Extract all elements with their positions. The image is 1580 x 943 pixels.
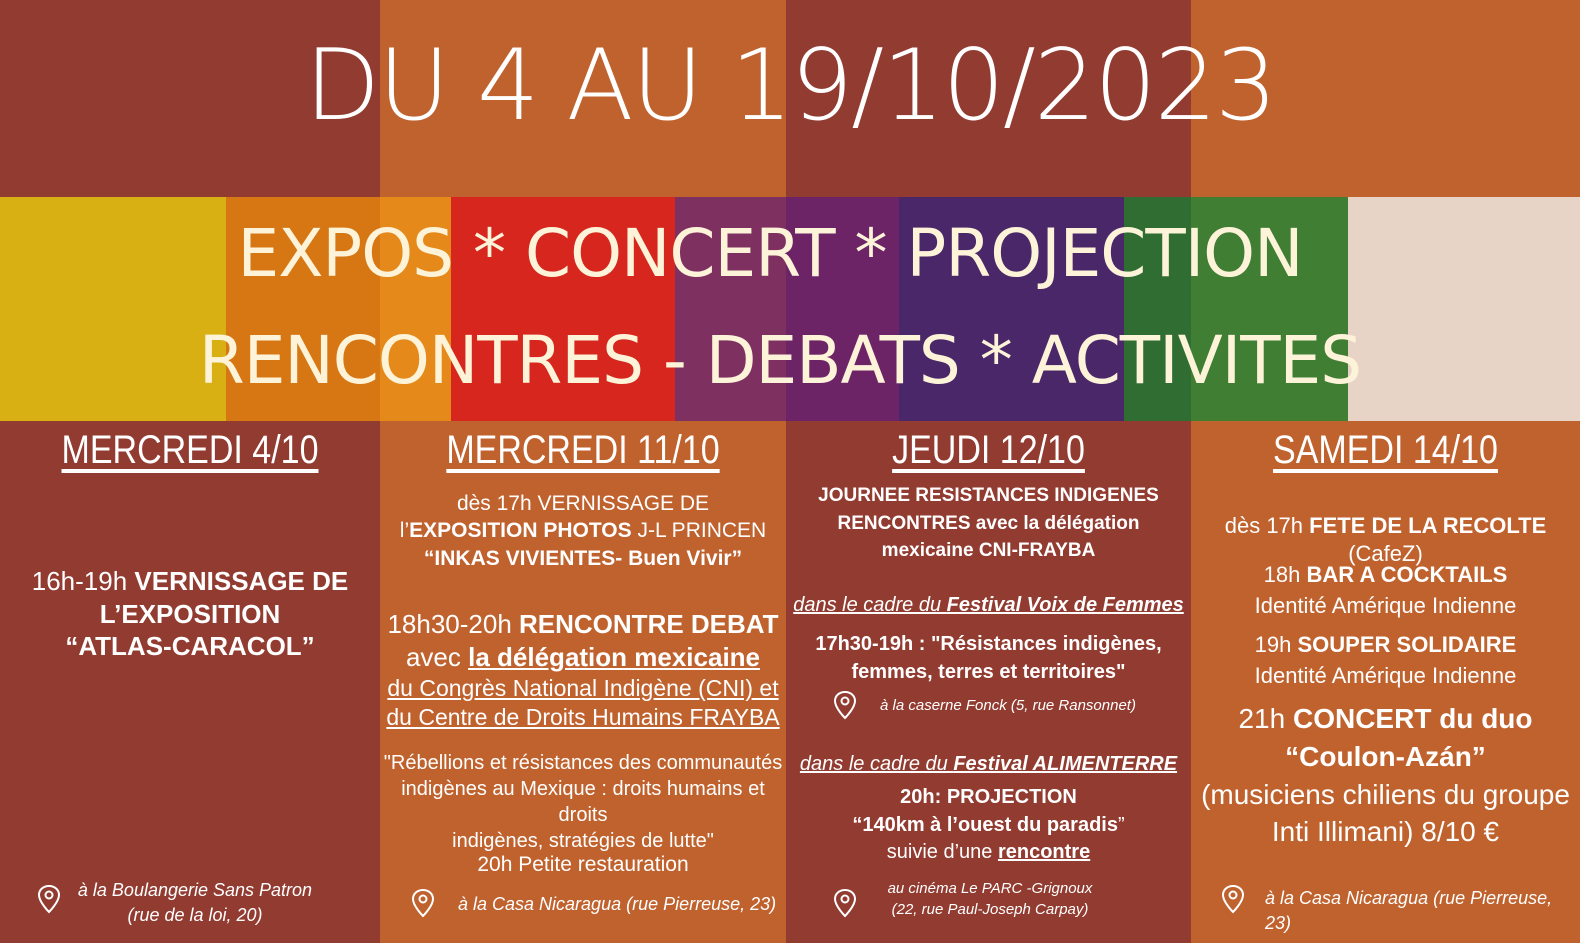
d3-festival-1: [786, 593, 1191, 618]
d4-c2: Identité Amérique Indienne: [1254, 662, 1517, 688]
location-pin-icon: [1220, 884, 1246, 914]
d3-a2: RENCONTRES avec la délégation: [837, 512, 1140, 534]
d4-c1-bold: SOUPER SOLIDAIRE: [1297, 632, 1517, 657]
d4-d1-pre: 21h: [1238, 703, 1293, 734]
d3-f1-pre: dans le cadre du: [793, 594, 947, 616]
d2-location: à la Casa Nicaragua (rue Pierreuse, 23): [458, 894, 777, 914]
d2-c3: indigènes, stratégies de lutte": [452, 830, 714, 852]
d1-event: [0, 565, 380, 663]
d3-f1-talk: [786, 630, 1191, 686]
d3-p2-bold: “140km à l’ouest du paradis: [852, 813, 1118, 836]
d3-location-2: [880, 878, 1100, 920]
d4-concert: [1191, 700, 1580, 851]
d3-f2-pre: dans le cadre du: [799, 753, 954, 775]
d3-loc2a: au cinéma Le PARC -Grignoux: [887, 880, 1093, 897]
d3-a3: mexicaine CNI-FRAYBA: [881, 540, 1096, 562]
d4-fete: [1191, 512, 1580, 567]
d2-b1-pre: 18h30-20h: [387, 609, 520, 639]
d2-b2-bold: la délégation mexicaine: [468, 642, 761, 673]
d2-b1-bold: RENCONTRE DEBAT: [519, 609, 779, 639]
d1-time: 16h-19h: [31, 566, 128, 596]
d3-loc2b: (22, rue Paul-Joseph Carpay): [891, 901, 1089, 918]
d4-d2: “Coulon-Azán”: [1285, 740, 1486, 772]
d4-d1-bold: CONCERT du duo: [1292, 703, 1533, 734]
d4-b1-bold: BAR A COCKTAILS: [1306, 562, 1508, 587]
d1-location-line1: à la Boulangerie Sans Patron: [77, 880, 313, 900]
d2-restauration: 20h Petite restauration: [477, 853, 689, 876]
d3-location-1: à la caserne Fonck (5, rue Ransonnet): [880, 697, 1136, 714]
d4-b2: Identité Amérique Indienne: [1254, 592, 1517, 618]
d2-c1: "Rébellions et résistances des communautés: [383, 752, 783, 774]
d2-rencontre: [380, 608, 786, 732]
d3-p3-pre: suivie d’une: [886, 841, 998, 864]
d2-a2-pre: l’: [399, 519, 410, 543]
day-title-3: JEUDI 12/10: [892, 428, 1085, 472]
d2-topic: [380, 750, 786, 854]
d2-a2-post: J-L PRINCEN: [631, 519, 767, 543]
d1-event-line3: “ATLAS-CARACOL”: [65, 631, 315, 661]
d2-a3: “INKAS VIVIENTES- Buen Vivir”: [423, 546, 743, 570]
d4-d4: Inti Illimani) 8/10 €: [1271, 816, 1500, 848]
d2-c2: indigènes au Mexique : droits humains et droits: [401, 778, 765, 826]
d3-p1: 20h: PROJECTION: [900, 786, 1077, 808]
d4-bar: [1191, 560, 1580, 622]
banner-line-1: EXPOS * CONCERT * PROJECTION: [237, 215, 1303, 292]
d3-f1t2: femmes, terres et territoires": [851, 661, 1126, 683]
d2-a2-bold: EXPOSITION PHOTOS: [409, 519, 632, 543]
d2-b3: du Congrès National Indigène (CNI) et: [387, 675, 779, 702]
d4-souper: [1191, 630, 1580, 692]
day-title-2: MERCREDI 11/10: [446, 428, 720, 472]
d4-a1-post: (CafeZ): [1348, 540, 1423, 566]
d4-a1-bold: FETE DE LA RECOLTE: [1309, 513, 1547, 538]
d2-vernissage: [380, 490, 786, 572]
d3-f2-bold: Festival ALIMENTERRE: [953, 753, 1178, 775]
day-title-4: SAMEDI 14/10: [1273, 428, 1498, 472]
d3-p3-bold: rencontre: [997, 841, 1091, 864]
location-pin-icon: [410, 888, 436, 918]
date-title: DU 4 AU 19/10/2023: [304, 29, 1276, 143]
d2-a1: dès 17h VERNISSAGE DE: [456, 492, 710, 515]
location-pin-icon: [36, 884, 62, 914]
d3-a1: JOURNEE RESISTANCES INDIGENES: [818, 485, 1159, 506]
d4-c1-pre: 19h: [1254, 632, 1298, 657]
d3-p2-post: ”: [1117, 813, 1125, 836]
d4-d3: (musiciens chiliens du groupe: [1201, 778, 1570, 810]
d1-location-line2: (rue de la loi, 20): [127, 905, 263, 926]
location-pin-icon: [832, 888, 858, 918]
d3-intro: [786, 482, 1191, 565]
banner-line-2: RENCONTRES - DEBATS * ACTIVITES: [198, 322, 1362, 399]
d1-location: [70, 878, 320, 928]
d3-f1t1: 17h30-19h : "Résistances indigènes,: [815, 633, 1162, 655]
d4-b1-pre: 18h: [1263, 562, 1307, 587]
d2-b4: du Centre de Droits Humains FRAYBA: [386, 704, 780, 731]
d3-f1-bold: Festival Voix de Femmes: [946, 594, 1184, 616]
d3-projection: [786, 784, 1191, 867]
d1-event-line1: VERNISSAGE DE: [134, 566, 349, 596]
d3-festival-2: [786, 752, 1191, 777]
day-title-1: MERCREDI 4/10: [61, 428, 319, 472]
d4-a1-pre: dès 17h: [1224, 513, 1310, 538]
d1-event-line2: L’EXPOSITION: [99, 598, 281, 629]
location-pin-icon: [832, 690, 858, 720]
d2-b2-pre: avec: [405, 642, 469, 673]
d4-location: à la Casa Nicaragua (rue Pierreuse, 23): [1265, 888, 1553, 934]
